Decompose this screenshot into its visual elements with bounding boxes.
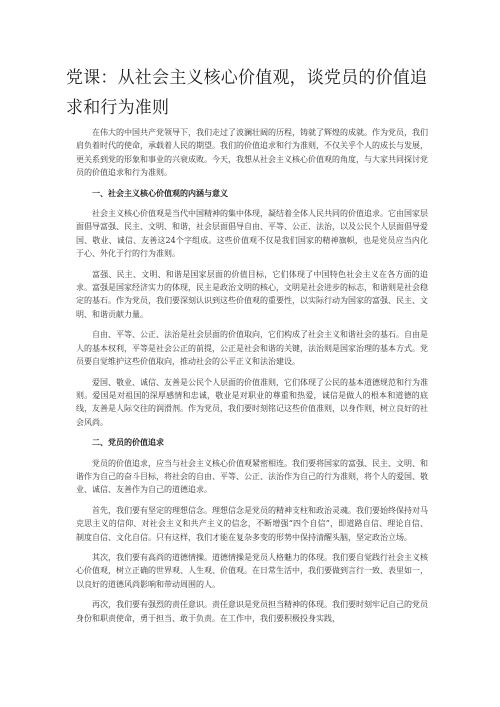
paragraph-national-level: 富强、民主、文明、和谐是国家层面的价值目标，它们体现了中国特色社会主义在各方面的追求。富强是国家经济实力的体现，民主是政治文明的核心，文明是社会进步的标志，和谐则是社会稳定的基石。作为党员，我们要深刻认识到这些价值观的重要性，以实际行动为国家的富强、民主、文明、和谐贡献力量。 xyxy=(76,269,428,319)
paragraph-individual-level: 爱国、敬业、诚信、友善是公民个人层面的价值准则，它们体现了公民的基本道德规范和行为准则。爱国是对祖国的深厚感情和忠诚，敬业是对职业的尊重和热爱，诚信是做人的根本和道德的底线，友善是人际交往的润滑剂。作为党员，我们要时刻铭记这些价值准则，以身作则，树立良好的社会风尚。 xyxy=(76,377,428,427)
paragraph-value-pursuit: 党员的价值追求，应当与社会主义核心价值观紧密相连。我们要将国家的富强、民主、文明、和谐作为自己的奋斗目标，将社会的自由、平等、公正、法治作为自己的行为准则，将个人的爱国、敬业、诚信、友善作为自己的道德追求。 xyxy=(76,458,428,495)
document-body xyxy=(76,126,428,632)
paragraph-core-values: 社会主义核心价值观是当代中国精神的集中体现，凝结着全体人民共同的价值追求。它由国家层面倡导富强、民主、文明、和谐，社会层面倡导自由、平等、公正、法治，以及公民个人层面倡导爱国、敬业、诚信、友善这24个字组成。这些价值观不仅是我们国家的精神旗帜，也是党员应当内化于心、外化于行的行为准则。 xyxy=(76,209,428,259)
section-heading-1: 一、社会主义核心价值观的内涵与意义 xyxy=(92,187,228,198)
paragraph-responsibility: 再次，我们要有强烈的责任意识。责任意识是党员担当精神的体现。我们要时刻牢记自己的党员身份和职责使命，勇于担当、敢于负责。在工作中，我们要积极投身实践， xyxy=(76,600,428,623)
intro-paragraph: 在伟大的中国共产党领导下，我们走过了波澜壮阔的历程，铸就了辉煌的成就。作为党员，我们肩负着时代的使命，承载着人民的期望。我们的价值追求和行为准则，不仅关乎个人的成长与发展，更关系到党的形象和事业的兴衰成败。今天，我想从社会主义核心价值观的角度，与大家共同探讨党员的价值追求和行为准则。 xyxy=(76,128,428,178)
paragraph-morality: 其次，我们要有高尚的道德情操。道德情操是党员人格魅力的体现。我们要自觉践行社会主义核心价值观，树立正确的世界观、人生观、价值观。在日常生活中，我们要做到言行一致、表里如一，以良好的道德风尚影响和带动周围的人。 xyxy=(76,552,428,589)
paragraph-ideals: 首先，我们要有坚定的理想信念。理想信念是党员的精神支柱和政治灵魂。我们要始终保持对马克思主义的信仰、对社会主义和共产主义的信念，不断增强“四个自信”，即道路自信、理论自信、制度自信、文化自信。只有这样，我们才能在复杂多变的形势中保持清醒头脑，坚定政治立场。 xyxy=(76,505,428,542)
document-title: 党课：从社会主义核心价值观，谈党员的价值追求和行为准则 xyxy=(66,68,428,118)
paragraph-social-level: 自由、平等、公正、法治是社会层面的价值取向，它们构成了社会主义和谐社会的基石。自由是人的基本权利，平等是社会公正的前提，公正是社会和谐的关键，法治则是国家治理的基本方式。党员要自觉维护这些价值取向，推动社会的公平正义和法治建设。 xyxy=(76,330,428,367)
section-heading-2: 二、党员的价值追求 xyxy=(92,437,164,448)
